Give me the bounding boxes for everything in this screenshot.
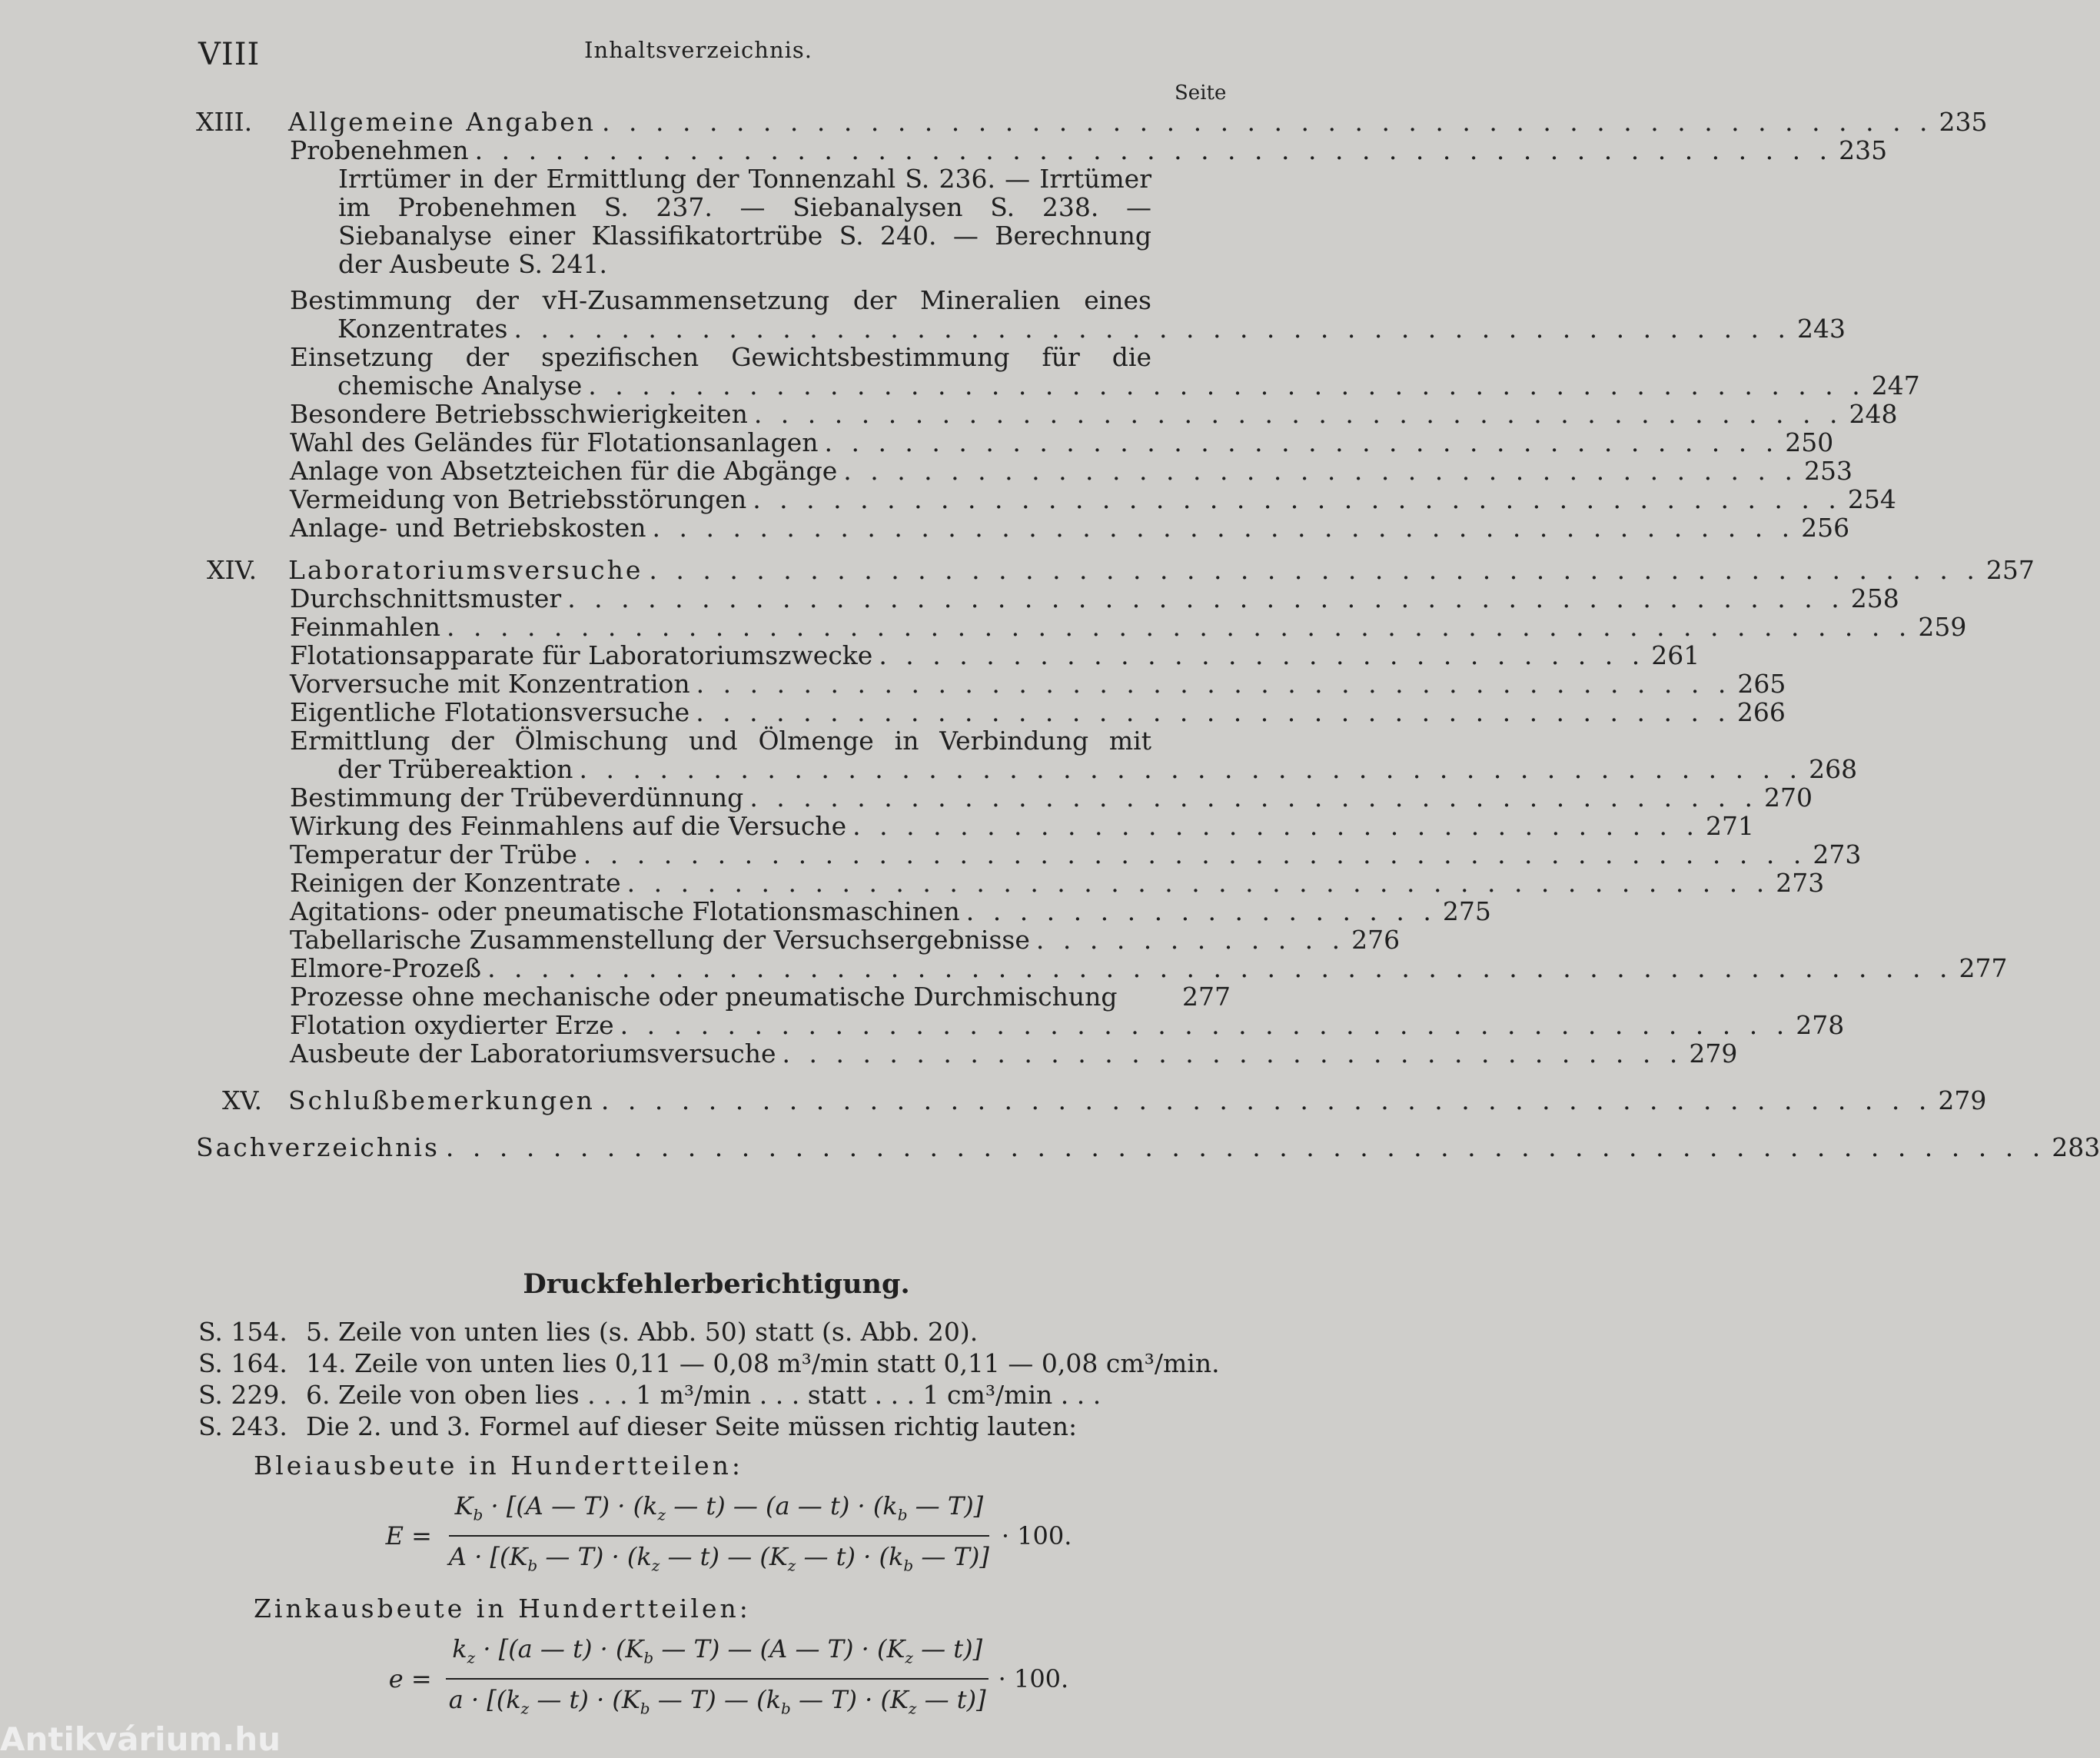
section-number: XV.	[222, 1085, 263, 1115]
entry-title: Ausbeute der Laboratoriumsversuche	[290, 1039, 776, 1068]
toc-entry[interactable]	[196, 896, 1491, 926]
entry-description: Irrtümer in der Ermittlung der Tonnenzahl S. 236. — Irrtümer im Probenehmen S. 237. — Siebanalysen S. 238. — Siebanalyse einer Klassifikatortrübe S. 240. — Berechnung der Ausbeute S. 241.	[338, 164, 1151, 279]
entry-page: 273	[1776, 868, 1825, 898]
toc-entry[interactable]	[196, 783, 1813, 813]
errata-text: Die 2. und 3. Formel auf dieser Seite müssen richtig lauten:	[306, 1411, 1078, 1441]
entry-page: 248	[1849, 399, 1898, 429]
errata-text: 14. Zeile von unten lies 0,11 — 0,08 m³/min statt 0,11 — 0,08 cm³/min.	[306, 1348, 1220, 1378]
leader-dots: . . . . . . . . . . . . . . . . . . . . . . . . . . . . . . . . . . . . . . . . . . . . . . . .	[588, 371, 1866, 400]
toc-index[interactable]	[196, 1132, 2100, 1162]
toc-entry[interactable]	[196, 811, 1755, 841]
section-title: Schlußbemerkungen	[288, 1085, 595, 1115]
section-number: XIII.	[196, 107, 253, 137]
index-page: 283	[2052, 1132, 2100, 1162]
section-page: 235	[1939, 107, 1988, 137]
zinc-yield-formula: e = $\frac{k_z \cdot [(a — t) \cdot (K_b — T) — (A — T) \cdot (K_z — t)]}{a \cdot [(k_z — t) \cdot (K_b — T) — (k_b — T) \cdot (K_z — t)]}$ · 100.	[388, 1633, 1069, 1718]
entry-title-line2: Konzentrates	[337, 314, 508, 344]
leader-dots: . . . . . . . . . . . . . . . . . . . . . . . . . . . . . . . . . . . . . . .	[696, 669, 1732, 699]
leader-dots: . . . . . . . . . . . . . . . . . . . . . . . . . . . . . . . . . . . . . . . . . . .	[652, 513, 1796, 543]
entry-page: 243	[1797, 314, 1846, 344]
entry-page: 277	[1959, 953, 2008, 983]
toc-entry[interactable]	[196, 953, 2008, 983]
entry-title-line2: der Trübereaktion	[337, 754, 573, 784]
entry-title: Probenehmen	[290, 135, 469, 165]
entry-title: Eigentliche Flotationsversuche	[290, 697, 690, 727]
entry-title: Agitations- oder pneumatische Flotationsmaschinen	[290, 896, 960, 926]
entry-page: 235	[1839, 135, 1888, 165]
lead-yield-formula: E = $\frac{K_b \cdot [(A — T) \cdot (k_z — t) — (a — t) \cdot (k_b — T)]}{A \cdot [(K_b — T) \cdot (k_z — t) — (K_z — t) \cdot (k_b — T)]}$ · 100.	[385, 1491, 1072, 1575]
page-number: VIII	[198, 37, 261, 72]
toc-entry[interactable]	[196, 982, 1230, 1011]
toc-entry-wrapped[interactable]	[196, 285, 1846, 344]
entry-title: Flotation oxydierter Erze	[290, 1010, 614, 1040]
leader-dots: . . . . . . . . . . . . . . . . . . . . . . . . . . . . . . . . . . . . . .	[749, 783, 1759, 813]
entry-page: 276	[1351, 925, 1401, 955]
errata-ref: S. 154.	[198, 1317, 287, 1347]
entry-page: 259	[1918, 612, 1967, 642]
entry-title: Tabellarische Zusammenstellung der Versuchsergebnisse	[290, 925, 1030, 955]
leader-dots: . . . . . . . . . . . . . . . . . .	[965, 896, 1437, 926]
errata-ref: S. 164.	[198, 1348, 287, 1378]
entry-page: 254	[1847, 484, 1896, 514]
leader-dots: . . . . . . . . . . . . . . . . . . . . . . . . . . . . . . . . . . . . . . . . . . . .	[620, 1010, 1790, 1040]
entry-page: 271	[1706, 811, 1755, 841]
entry-title: Flotationsapparate für Laboratoriumszwecke	[290, 640, 873, 670]
entry-title: Wirkung des Feinmahlens auf die Versuche	[290, 811, 847, 841]
entry-title-line1: Einsetzung der spezifischen Gewichtsbestimmung für die	[290, 342, 1151, 372]
errata-ref: S. 229.	[198, 1380, 287, 1410]
entry-page: 261	[1651, 640, 1700, 670]
errata-text: 5. Zeile von unten lies (s. Abb. 50) statt (s. Abb. 20).	[306, 1317, 979, 1347]
toc-entry-wrapped[interactable]	[196, 726, 1858, 784]
toc-entry[interactable]	[196, 697, 1786, 727]
entry-title: Elmore-Prozeß	[290, 953, 482, 983]
leader-dots: . . . . . . . . . . . . . . . . . . . . . . . . . . . . . . . . . . . . . . . . . . . . . . . . . . . . . . .	[487, 953, 1953, 983]
formula-factor: · 100.	[1001, 1520, 1072, 1550]
toc-entry[interactable]	[196, 612, 1967, 642]
toc-entry[interactable]	[196, 669, 1786, 699]
toc-entry[interactable]	[196, 868, 1825, 898]
toc-section-xiii[interactable]	[196, 107, 1988, 137]
leader-dots: . . . . . . . . . . . . . . . . . . . . . . . . . . . . . . . . . . . . . . . . . . .	[626, 868, 1770, 898]
running-title: Inhaltsverzeichnis.	[584, 37, 813, 63]
errata-row	[198, 1348, 1259, 1379]
toc-entry[interactable]	[196, 839, 1862, 869]
entry-title: Bestimmung der Trübeverdünnung	[290, 783, 744, 813]
entry-page: 250	[1785, 427, 1834, 457]
entry-page: 256	[1801, 513, 1850, 543]
entry-page: 253	[1804, 456, 1853, 486]
entry-title: Durchschnittsmuster	[290, 583, 562, 613]
leader-dots: . . . . . . . . . . . . . . . . . . . . . . . . . . . . . . . . . . . . . . . . . . . . . .	[583, 839, 1807, 869]
leader-dots: . . . . . . . . . . . . . . . . . . . . . . . . . . . . . . . . . . . . . . . . . . . . . . . . . . .	[474, 135, 1833, 165]
leader-dots: . . . . . . . . . . . . . . . . . . . . . . . . . . . . . . . . . . . . . . . . . . . . . .	[579, 754, 1803, 784]
section-number: XIV.	[207, 555, 258, 585]
entry-page: 278	[1796, 1010, 1845, 1040]
entry-title: Wahl des Geländes für Flotationsanlagen	[290, 427, 819, 457]
toc-entry-wrapped[interactable]	[196, 342, 1920, 400]
table-of-contents	[196, 107, 2100, 1162]
entry-page: 277	[1182, 982, 1231, 1012]
toc-entry[interactable]	[196, 513, 1850, 543]
entry-title: Feinmahlen	[290, 612, 440, 642]
errata-text: 6. Zeile von oben lies . . . 1 m³/min . . . statt . . . 1 cm³/min . . .	[306, 1380, 1102, 1410]
entry-page: 273	[1813, 839, 1862, 869]
errata-row	[198, 1379, 1259, 1411]
entry-title: Temperatur der Trübe	[290, 839, 577, 869]
entry-title-line2: chemische Analyse	[337, 371, 583, 400]
entry-title: Anlage von Absetzteichen für die Abgänge	[290, 456, 838, 486]
leader-dots: . . . . . . . . . . . . . . . . . . . . . . . . . . . . . . . . . . . . . . .	[696, 697, 1731, 727]
leader-dots: . . . . . . . . . . . . . . . . . . . . . . . . . . . . . . . . . . . .	[843, 456, 1799, 486]
zinc-yield-label: Zinkausbeute in Hundertteilen:	[254, 1593, 751, 1623]
leader-dots: . . . . . . . . . . . . . . . . . . . . . . . . . . . . . . . . . . . . . . . . . . . . . . . . . . . . . . .	[447, 612, 1912, 642]
entry-page: 247	[1871, 371, 1920, 400]
entry-page: 268	[1809, 754, 1858, 784]
watermark: Antikvárium.hu	[0, 1720, 281, 1758]
section-page: 279	[1938, 1085, 1987, 1115]
leader-dots: . . . . . . . . . . . . . . . . . . . . . . . . . . . . . . . . . . . . . . . . .	[753, 399, 1843, 429]
toc-entry[interactable]	[196, 456, 1853, 486]
section-title: Allgemeine Angaben	[288, 107, 596, 137]
leader-dots: . . . . . . . . . . . .	[1035, 925, 1346, 955]
entry-page: 275	[1442, 896, 1491, 926]
entry-title: Vorversuche mit Konzentration	[290, 669, 690, 699]
leader-dots: . . . . . . . . . . . . . . . . . . . . . . . . . . . . . . . . . .	[782, 1039, 1683, 1068]
entry-title: Vermeidung von Betriebsstörungen	[290, 484, 747, 514]
leader-dots: . . . . . . . . . . . . . . . . . . . . . . . . . . . . . . . . . . . . . . . . . . . . . . . . . . . . . . . . . . . .	[445, 1132, 2046, 1162]
leader-dots: . . . . . . . . . . . . . . . . . . . . . . . . . . . . . . . . . . . . . . . . . . . . . . . . . .	[602, 107, 1933, 137]
toc-entry[interactable]	[196, 1010, 1845, 1040]
toc-entry[interactable]	[196, 925, 1401, 955]
entry-title: Prozesse ohne mechanische oder pneumatische Durchmischung	[290, 982, 1118, 1012]
toc-entry[interactable]	[196, 399, 1898, 429]
toc-entry[interactable]	[196, 427, 1834, 457]
index-title: Sachverzeichnis	[196, 1132, 440, 1162]
entry-title: Reinigen der Konzentrate	[290, 868, 621, 898]
toc-entry[interactable]	[196, 135, 1888, 165]
entry-title-line1: Ermittlung der Ölmischung und Ölmenge in Verbindung mit	[290, 726, 1151, 756]
leader-dots: . . . . . . . . . . . . . . . . . . . . . . . . . . . . .	[879, 640, 1646, 670]
entry-title: Besondere Betriebsschwierigkeiten	[290, 399, 748, 429]
errata-ref: S. 243.	[198, 1411, 287, 1441]
leader-dots: . . . . . . . . . . . . . . . . . . . . . . . . . . . . . . . .	[852, 811, 1700, 841]
entry-page: 266	[1736, 697, 1786, 727]
entry-title-line1: Bestimmung der vH-Zusammensetzung der Mineralien eines	[290, 285, 1151, 315]
section-title: Laboratoriumsversuche	[288, 555, 643, 585]
entry-page: 270	[1764, 783, 1813, 813]
leader-dots: . . . . . . . . . . . . . . . . . . . . . . . . . . . . . . . . . . . . . . . . . . . . . . . . . .	[649, 555, 1980, 585]
toc-entry[interactable]	[196, 640, 1700, 670]
leader-dots: . . . . . . . . . . . . . . . . . . . . . . . . . . . . . . . . . . . . . . . . . . . . . . . . . .	[600, 1085, 1932, 1115]
formula-factor: · 100.	[998, 1663, 1069, 1693]
section-page: 257	[1985, 555, 2035, 585]
leader-dots: . . . . . . . . . . . . . . . . . . . . . . . . . . . . . . . . . . . . . . . . . . . . . . . .	[513, 314, 1792, 344]
entry-page: 258	[1850, 583, 1899, 613]
entry-page: 279	[1689, 1039, 1738, 1068]
leader-dots: . . . . . . . . . . . . . . . . . . . . . . . . . . . . . . . . . . . .	[824, 427, 1779, 457]
errata-row	[198, 1411, 1259, 1442]
entry-title: Anlage- und Betriebskosten	[290, 513, 646, 543]
errata-title: Druckfehlerberichtigung.	[523, 1268, 910, 1300]
toc-entry[interactable]	[196, 1039, 1738, 1068]
toc-section-xiv[interactable]	[196, 555, 2035, 585]
toc-entry[interactable]	[196, 484, 1896, 514]
leader-dots: . . . . . . . . . . . . . . . . . . . . . . . . . . . . . . . . . . . . . . . . . . . . . . . .	[567, 583, 1845, 613]
toc-entry[interactable]	[196, 583, 1899, 613]
errata-row	[198, 1316, 1259, 1348]
page-column-label: Seite	[1175, 81, 1227, 105]
lead-yield-label: Bleiausbeute in Hundertteilen:	[254, 1451, 744, 1481]
leader-dots: . . . . . . . . . . . . . . . . . . . . . . . . . . . . . . . . . . . . . . . . .	[753, 484, 1842, 514]
errata-list	[198, 1316, 1259, 1736]
entry-page: 265	[1737, 669, 1786, 699]
toc-section-xv[interactable]	[196, 1085, 1987, 1115]
